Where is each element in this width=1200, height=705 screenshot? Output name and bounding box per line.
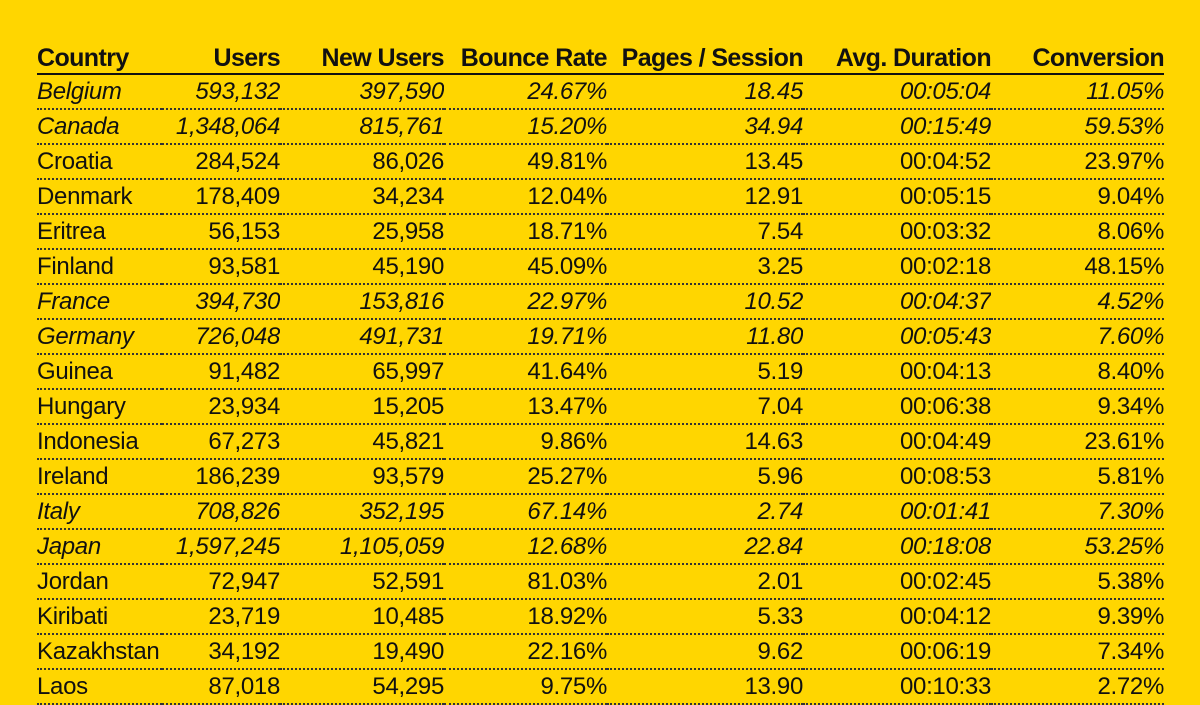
table-row <box>37 144 1164 179</box>
cell-bounce-rate: 67.14% <box>444 494 607 529</box>
cell-users: 23,934 <box>162 389 280 424</box>
cell-pages-per-session: 10.52 <box>607 284 803 319</box>
table-body <box>37 74 1164 704</box>
cell-avg-duration: 00:04:52 <box>803 144 991 179</box>
cell-avg-duration: 00:04:12 <box>803 599 991 634</box>
cell-avg-duration: 00:01:41 <box>803 494 991 529</box>
cell-new-users: 54,295 <box>280 669 444 704</box>
cell-pages-per-session: 7.54 <box>607 214 803 249</box>
cell-country: Kazakhstan <box>37 634 162 669</box>
cell-new-users: 352,195 <box>280 494 444 529</box>
cell-users: 593,132 <box>162 74 280 109</box>
header-avg-duration: Avg. Duration <box>803 40 991 74</box>
cell-country: Finland <box>37 249 162 284</box>
cell-country: Indonesia <box>37 424 162 459</box>
cell-conversion: 5.81% <box>991 459 1164 494</box>
cell-avg-duration: 00:10:33 <box>803 669 991 704</box>
cell-bounce-rate: 15.20% <box>444 109 607 144</box>
table-row <box>37 179 1164 214</box>
cell-pages-per-session: 5.19 <box>607 354 803 389</box>
cell-bounce-rate: 12.68% <box>444 529 607 564</box>
cell-new-users: 25,958 <box>280 214 444 249</box>
cell-users: 87,018 <box>162 669 280 704</box>
cell-avg-duration: 00:05:43 <box>803 319 991 354</box>
cell-new-users: 1,105,059 <box>280 529 444 564</box>
cell-bounce-rate: 41.64% <box>444 354 607 389</box>
cell-bounce-rate: 81.03% <box>444 564 607 599</box>
cell-new-users: 397,590 <box>280 74 444 109</box>
cell-pages-per-session: 3.25 <box>607 249 803 284</box>
cell-new-users: 491,731 <box>280 319 444 354</box>
table-row <box>37 669 1164 704</box>
cell-pages-per-session: 2.74 <box>607 494 803 529</box>
header-bounce-rate: Bounce Rate <box>444 40 607 74</box>
cell-country: Japan <box>37 529 162 564</box>
cell-conversion: 2.72% <box>991 669 1164 704</box>
cell-users: 93,581 <box>162 249 280 284</box>
cell-users: 34,192 <box>162 634 280 669</box>
cell-users: 67,273 <box>162 424 280 459</box>
cell-pages-per-session: 5.96 <box>607 459 803 494</box>
header-conversion: Conversion <box>991 40 1164 74</box>
cell-country: Denmark <box>37 179 162 214</box>
cell-avg-duration: 00:03:32 <box>803 214 991 249</box>
cell-new-users: 45,190 <box>280 249 444 284</box>
cell-conversion: 7.34% <box>991 634 1164 669</box>
cell-avg-duration: 00:06:38 <box>803 389 991 424</box>
cell-avg-duration: 00:05:15 <box>803 179 991 214</box>
cell-users: 1,348,064 <box>162 109 280 144</box>
cell-country: Italy <box>37 494 162 529</box>
cell-users: 284,524 <box>162 144 280 179</box>
cell-bounce-rate: 22.16% <box>444 634 607 669</box>
header-users: Users <box>162 40 280 74</box>
cell-users: 186,239 <box>162 459 280 494</box>
cell-users: 91,482 <box>162 354 280 389</box>
cell-new-users: 815,761 <box>280 109 444 144</box>
table-row <box>37 74 1164 109</box>
cell-users: 1,597,245 <box>162 529 280 564</box>
table-header <box>37 40 1164 74</box>
cell-new-users: 19,490 <box>280 634 444 669</box>
table-row <box>37 389 1164 424</box>
header-new-users: New Users <box>280 40 444 74</box>
cell-new-users: 52,591 <box>280 564 444 599</box>
cell-pages-per-session: 12.91 <box>607 179 803 214</box>
cell-pages-per-session: 18.45 <box>607 74 803 109</box>
cell-pages-per-session: 11.80 <box>607 319 803 354</box>
table-row <box>37 214 1164 249</box>
cell-bounce-rate: 24.67% <box>444 74 607 109</box>
country-analytics-table <box>37 40 1164 705</box>
cell-conversion: 59.53% <box>991 109 1164 144</box>
cell-new-users: 10,485 <box>280 599 444 634</box>
cell-users: 726,048 <box>162 319 280 354</box>
cell-country: Guinea <box>37 354 162 389</box>
cell-country: Ireland <box>37 459 162 494</box>
cell-new-users: 45,821 <box>280 424 444 459</box>
cell-avg-duration: 00:06:19 <box>803 634 991 669</box>
cell-conversion: 9.04% <box>991 179 1164 214</box>
cell-pages-per-session: 7.04 <box>607 389 803 424</box>
table-row <box>37 564 1164 599</box>
cell-avg-duration: 00:04:49 <box>803 424 991 459</box>
cell-bounce-rate: 18.71% <box>444 214 607 249</box>
cell-conversion: 9.39% <box>991 599 1164 634</box>
table-row <box>37 494 1164 529</box>
cell-bounce-rate: 18.92% <box>444 599 607 634</box>
cell-pages-per-session: 13.90 <box>607 669 803 704</box>
header-country: Country <box>37 40 162 74</box>
cell-users: 72,947 <box>162 564 280 599</box>
cell-conversion: 4.52% <box>991 284 1164 319</box>
cell-conversion: 9.34% <box>991 389 1164 424</box>
cell-country: Canada <box>37 109 162 144</box>
table-row <box>37 459 1164 494</box>
cell-country: Croatia <box>37 144 162 179</box>
header-row <box>37 40 1164 74</box>
cell-bounce-rate: 49.81% <box>444 144 607 179</box>
table-row <box>37 109 1164 144</box>
cell-country: Jordan <box>37 564 162 599</box>
cell-pages-per-session: 5.33 <box>607 599 803 634</box>
cell-country: Kiribati <box>37 599 162 634</box>
table-row <box>37 529 1164 564</box>
cell-new-users: 93,579 <box>280 459 444 494</box>
cell-users: 56,153 <box>162 214 280 249</box>
cell-avg-duration: 00:04:37 <box>803 284 991 319</box>
table-row <box>37 354 1164 389</box>
table-row <box>37 284 1164 319</box>
cell-users: 708,826 <box>162 494 280 529</box>
cell-bounce-rate: 12.04% <box>444 179 607 214</box>
cell-bounce-rate: 25.27% <box>444 459 607 494</box>
cell-avg-duration: 00:08:53 <box>803 459 991 494</box>
cell-avg-duration: 00:15:49 <box>803 109 991 144</box>
cell-conversion: 8.40% <box>991 354 1164 389</box>
cell-conversion: 48.15% <box>991 249 1164 284</box>
cell-bounce-rate: 9.86% <box>444 424 607 459</box>
cell-bounce-rate: 19.71% <box>444 319 607 354</box>
cell-country: France <box>37 284 162 319</box>
cell-conversion: 53.25% <box>991 529 1164 564</box>
cell-conversion: 7.30% <box>991 494 1164 529</box>
cell-avg-duration: 00:04:13 <box>803 354 991 389</box>
cell-new-users: 15,205 <box>280 389 444 424</box>
cell-bounce-rate: 45.09% <box>444 249 607 284</box>
cell-new-users: 34,234 <box>280 179 444 214</box>
cell-new-users: 153,816 <box>280 284 444 319</box>
cell-bounce-rate: 13.47% <box>444 389 607 424</box>
cell-pages-per-session: 2.01 <box>607 564 803 599</box>
cell-conversion: 5.38% <box>991 564 1164 599</box>
table-row <box>37 634 1164 669</box>
cell-conversion: 23.61% <box>991 424 1164 459</box>
cell-country: Hungary <box>37 389 162 424</box>
cell-bounce-rate: 22.97% <box>444 284 607 319</box>
cell-pages-per-session: 14.63 <box>607 424 803 459</box>
cell-avg-duration: 00:05:04 <box>803 74 991 109</box>
analytics-table-container <box>37 40 1164 705</box>
cell-pages-per-session: 34.94 <box>607 109 803 144</box>
cell-avg-duration: 00:18:08 <box>803 529 991 564</box>
cell-avg-duration: 00:02:18 <box>803 249 991 284</box>
cell-conversion: 8.06% <box>991 214 1164 249</box>
table-row <box>37 319 1164 354</box>
table-row <box>37 599 1164 634</box>
cell-conversion: 11.05% <box>991 74 1164 109</box>
cell-conversion: 7.60% <box>991 319 1164 354</box>
cell-users: 394,730 <box>162 284 280 319</box>
cell-new-users: 65,997 <box>280 354 444 389</box>
cell-pages-per-session: 22.84 <box>607 529 803 564</box>
header-pages-per-session: Pages / Session <box>607 40 803 74</box>
cell-pages-per-session: 13.45 <box>607 144 803 179</box>
cell-country: Eritrea <box>37 214 162 249</box>
cell-conversion: 23.97% <box>991 144 1164 179</box>
cell-country: Germany <box>37 319 162 354</box>
cell-country: Belgium <box>37 74 162 109</box>
cell-country: Laos <box>37 669 162 704</box>
table-row <box>37 249 1164 284</box>
cell-pages-per-session: 9.62 <box>607 634 803 669</box>
cell-users: 178,409 <box>162 179 280 214</box>
cell-users: 23,719 <box>162 599 280 634</box>
table-row <box>37 424 1164 459</box>
cell-new-users: 86,026 <box>280 144 444 179</box>
cell-avg-duration: 00:02:45 <box>803 564 991 599</box>
cell-bounce-rate: 9.75% <box>444 669 607 704</box>
